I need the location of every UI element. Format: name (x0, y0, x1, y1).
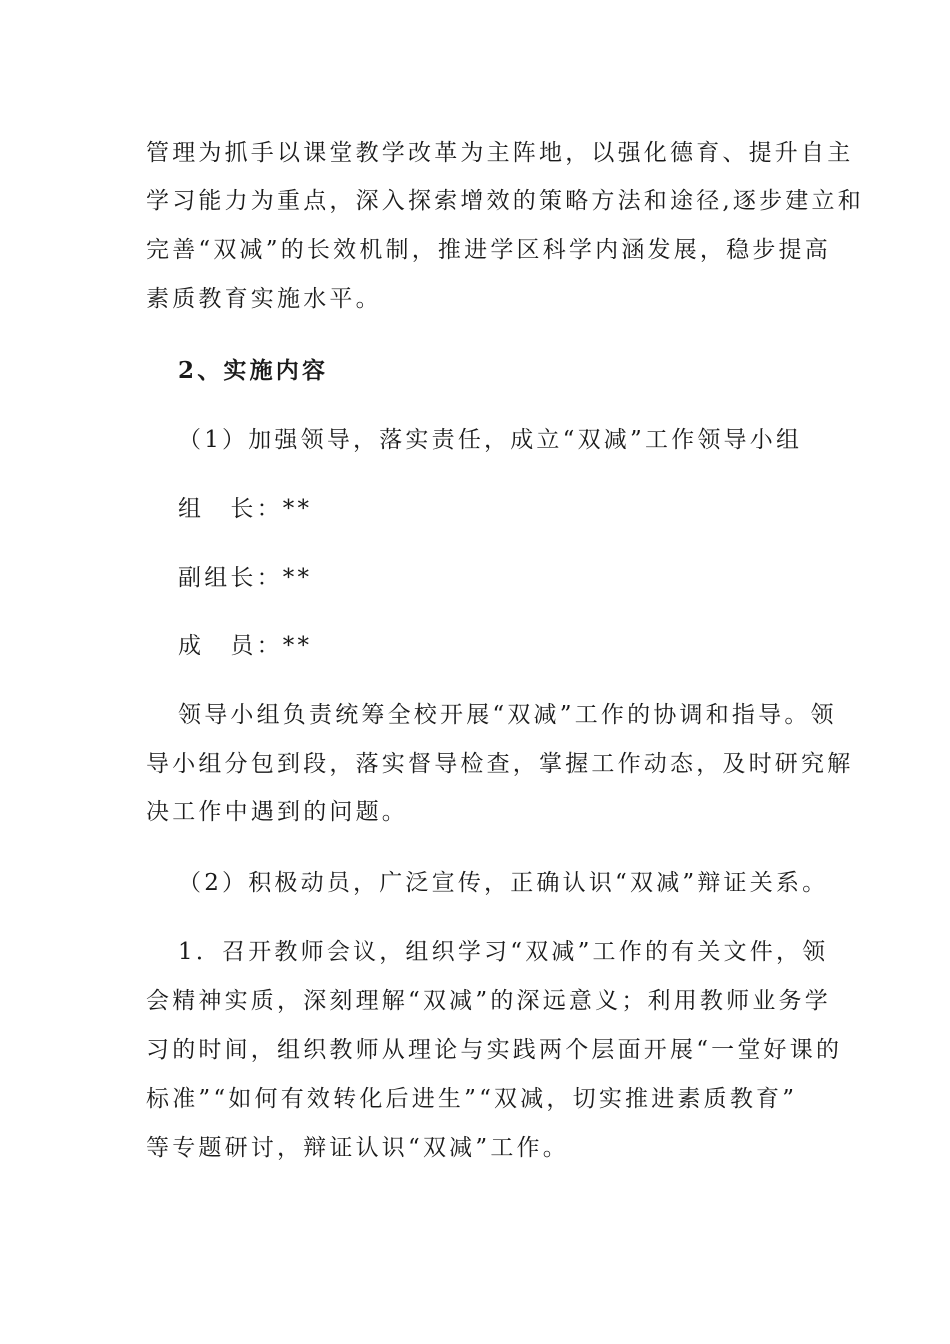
vice-leader-line: 副组长：** (178, 565, 313, 591)
subsection-heading: （1）加强领导，落实责任，成立“双减”工作领导小组 (178, 427, 803, 453)
paragraph-line: 完善“双减”的长效机制，推进学区科学内涵发展，稳步提高 (146, 237, 831, 263)
leader-line: 组 长：** (178, 496, 313, 522)
paragraph-line: 1．召开教师会议，组织学习“双减”工作的有关文件，领 (178, 939, 829, 965)
paragraph-line: 标准”“如何有效转化后进生”“双减，切实推进素质教育” (146, 1086, 798, 1112)
paragraph-line: 习的时间，组织教师从理论与实践两个层面开展“一堂好课的 (146, 1037, 843, 1063)
paragraph-line: 素质教育实施水平。 (146, 286, 382, 312)
paragraph-line: 导小组分包到段，落实督导检查，掌握工作动态，及时研究解 (146, 751, 854, 777)
paragraph-line: 管理为抓手以课堂教学改革为主阵地，以强化德育、提升自主 (146, 140, 854, 166)
paragraph-line: 领导小组负责统筹全校开展“双减”工作的协调和指导。领 (178, 702, 837, 728)
subsection-heading: （2）积极动员，广泛宣传，正确认识“双减”辩证关系。 (178, 870, 829, 896)
section-heading: 2、实施内容 (178, 357, 329, 384)
paragraph-line: 决工作中遇到的问题。 (146, 799, 408, 825)
paragraph-line: 学习能力为重点，深入探索增效的策略方法和途径,逐步建立和 (146, 188, 864, 214)
paragraph-line: 会精神实质，深刻理解“双减”的深远意义；利用教师业务学 (146, 988, 831, 1014)
paragraph-line: 等专题研讨，辩证认识“双减”工作。 (146, 1135, 569, 1161)
members-line: 成 员：** (178, 633, 313, 659)
